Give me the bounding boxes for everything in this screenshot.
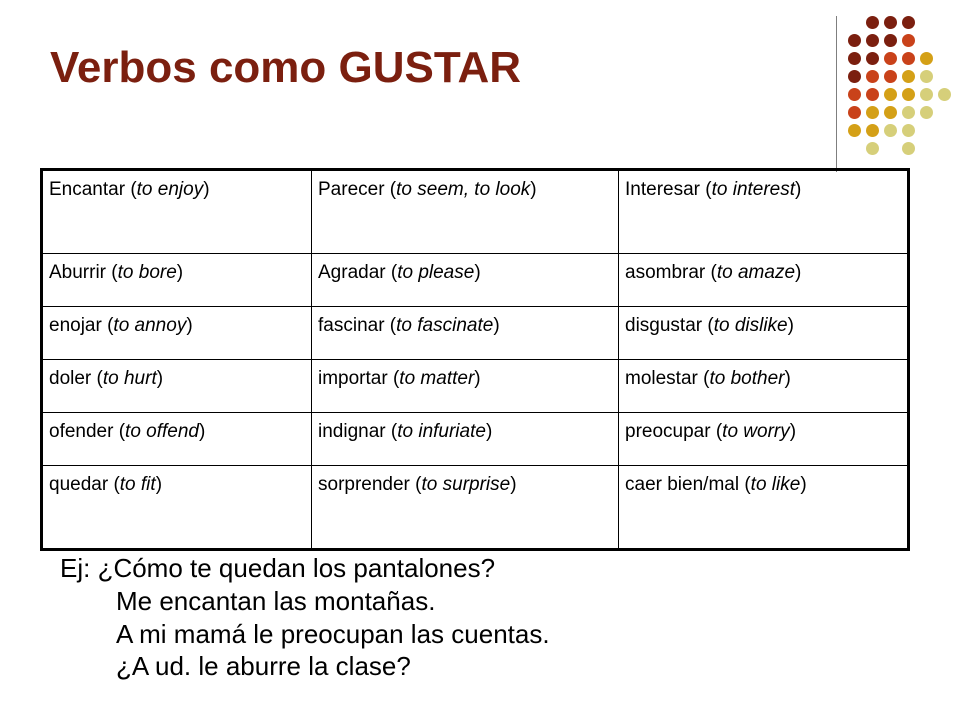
table-cell <box>312 254 619 307</box>
table-cell <box>619 254 909 307</box>
verb-text: quedar ( <box>49 474 120 495</box>
table-cell <box>312 170 619 254</box>
decorative-dot <box>866 16 879 29</box>
decorative-dot <box>884 124 897 137</box>
decorative-dot <box>848 52 861 65</box>
decorative-dot <box>902 88 915 101</box>
verb-text: ofender ( <box>49 421 126 442</box>
verb-gloss: to bore <box>117 262 177 283</box>
verb-gloss: to amaze <box>716 262 796 283</box>
decorative-dot <box>848 124 861 137</box>
table-cell <box>42 466 312 550</box>
table-cell <box>42 360 312 413</box>
decorative-dot <box>848 70 861 83</box>
verb-close: ) <box>474 262 481 283</box>
verb-gloss: to annoy <box>113 315 187 336</box>
table-cell <box>42 254 312 307</box>
slide-title: Verbos como GUSTAR <box>50 43 522 92</box>
decorative-dot <box>884 88 897 101</box>
decorative-dot <box>938 88 951 101</box>
decorative-dot <box>902 16 915 29</box>
verb-close: ) <box>156 368 164 389</box>
verb-gloss: to bother <box>709 368 785 389</box>
verb-gloss: to hurt <box>102 368 157 389</box>
verb-close: ) <box>474 368 481 389</box>
decorative-divider-line <box>836 16 837 172</box>
decorative-dot <box>902 124 915 137</box>
verb-gloss: to interest <box>711 179 796 200</box>
verb-close: ) <box>510 474 517 495</box>
verb-gloss: to offend <box>125 421 199 442</box>
table-row <box>42 307 909 360</box>
decorative-dot <box>920 70 933 83</box>
verb-text: indignar ( <box>318 421 398 442</box>
example-line: Ej: ¿Cómo te quedan los pantalones? <box>60 553 496 583</box>
table-cell <box>312 360 619 413</box>
table-row <box>42 466 909 550</box>
verb-close: ) <box>199 421 206 442</box>
table-cell <box>312 413 619 466</box>
verb-text: enojar ( <box>49 315 114 336</box>
verb-gloss: to seem, to look <box>396 179 531 200</box>
example-line: Me encantan las montañas. <box>116 585 436 616</box>
verb-text: Parecer ( <box>318 179 397 200</box>
verb-text: doler ( <box>49 368 103 389</box>
verb-close: ) <box>203 179 210 200</box>
decorative-dot <box>866 106 879 119</box>
decorative-dot <box>884 106 897 119</box>
verb-table <box>40 168 910 551</box>
table-row <box>42 360 909 413</box>
verb-text: Encantar ( <box>49 179 137 200</box>
example-sentences <box>60 552 550 683</box>
decorative-dot <box>884 52 897 65</box>
verb-gloss: to please <box>397 262 475 283</box>
table-cell <box>312 307 619 360</box>
verb-gloss: to dislike <box>713 315 788 336</box>
verb-close: ) <box>787 315 794 336</box>
table-row <box>42 413 909 466</box>
decorative-dot-pattern <box>848 16 958 156</box>
decorative-dot <box>920 88 933 101</box>
table-cell <box>619 170 909 254</box>
decorative-dot <box>902 52 915 65</box>
verb-close: ) <box>800 474 807 495</box>
verb-close: ) <box>176 262 184 283</box>
decorative-dot <box>848 34 861 47</box>
verb-close: ) <box>789 421 797 442</box>
table-cell <box>42 307 312 360</box>
verb-gloss: to fascinate <box>396 315 494 336</box>
decorative-dot <box>884 34 897 47</box>
decorative-dot <box>866 88 879 101</box>
verb-text: asombrar ( <box>625 262 717 283</box>
verb-text: Agradar ( <box>318 262 398 283</box>
example-line: A mi mamá le preocupan las cuentas. <box>116 618 550 649</box>
verb-close: ) <box>485 421 493 442</box>
decorative-dot <box>884 16 897 29</box>
verb-text: fascinar ( <box>318 315 397 336</box>
verb-text: Interesar ( <box>625 179 712 200</box>
decorative-dot <box>920 52 933 65</box>
decorative-dot <box>866 124 879 137</box>
verb-close: ) <box>795 262 802 283</box>
table-cell <box>42 170 312 254</box>
decorative-dot <box>884 70 897 83</box>
decorative-dot <box>920 106 933 119</box>
decorative-dot <box>902 34 915 47</box>
table-cell <box>619 413 909 466</box>
verb-text: preocupar ( <box>625 421 723 442</box>
verb-text: caer bien/mal ( <box>625 474 751 495</box>
verb-close: ) <box>493 315 500 336</box>
table-cell <box>619 466 909 550</box>
table-cell <box>619 360 909 413</box>
verb-gloss: to worry <box>722 421 790 442</box>
table-cell <box>42 413 312 466</box>
verb-close: ) <box>155 474 163 495</box>
verb-gloss: to enjoy <box>136 179 204 200</box>
decorative-dot <box>902 70 915 83</box>
decorative-dot <box>902 142 915 155</box>
decorative-dot <box>848 106 861 119</box>
verb-text: sorprender ( <box>318 474 422 495</box>
verb-text: disgustar ( <box>625 315 714 336</box>
table-cell <box>312 466 619 550</box>
table-cell <box>619 307 909 360</box>
table-row <box>42 170 909 254</box>
verb-gloss: to infuriate <box>397 421 486 442</box>
decorative-dot <box>866 52 879 65</box>
verb-gloss: to matter <box>399 368 475 389</box>
decorative-dot <box>866 142 879 155</box>
decorative-dot <box>848 88 861 101</box>
verb-close: ) <box>186 315 193 336</box>
verb-gloss: to like <box>750 474 801 495</box>
verb-gloss: to surprise <box>421 474 511 495</box>
decorative-dot <box>902 106 915 119</box>
verb-close: ) <box>784 368 791 389</box>
decorative-dot <box>866 70 879 83</box>
verb-text: molestar ( <box>625 368 710 389</box>
verb-text: Aburrir ( <box>49 262 118 283</box>
verb-gloss: to fit <box>119 474 156 495</box>
example-line: ¿A ud. le aburre la clase? <box>116 651 411 682</box>
verb-close: ) <box>530 179 537 200</box>
table-row <box>42 254 909 307</box>
verb-close: ) <box>795 179 802 200</box>
verb-text: importar ( <box>318 368 400 389</box>
decorative-dot <box>866 34 879 47</box>
